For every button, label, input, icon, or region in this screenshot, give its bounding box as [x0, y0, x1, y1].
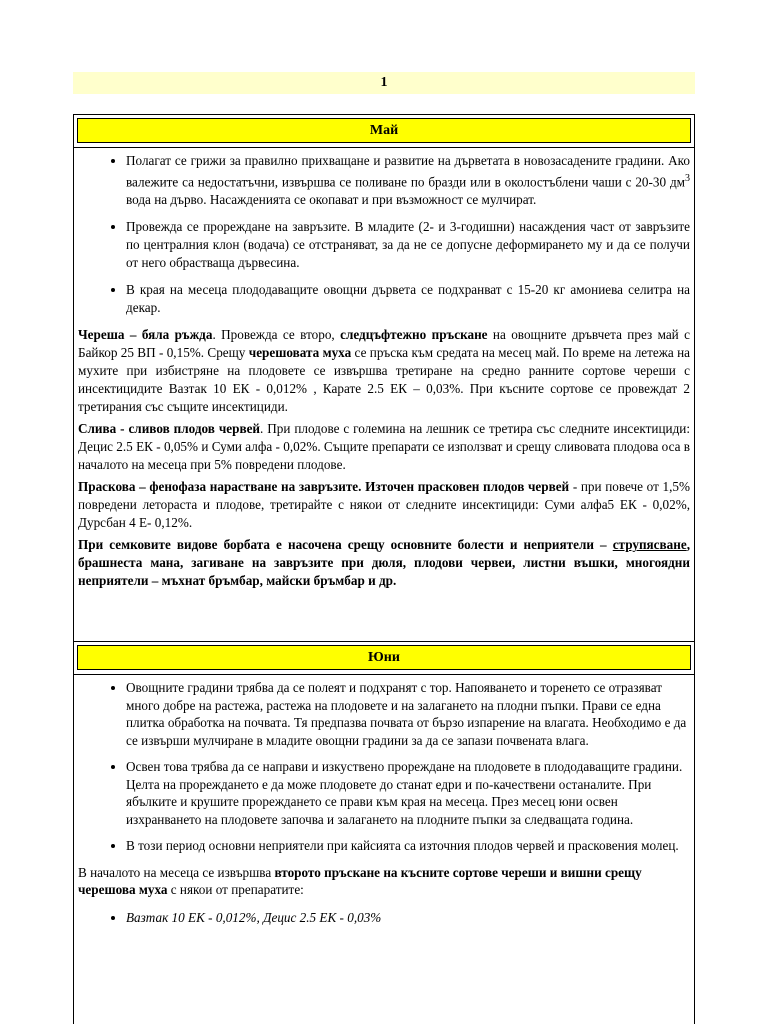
may-section [73, 114, 695, 642]
june-section [73, 641, 695, 1024]
list-item: • Вазтак 10 ЕК - 0,012%, Децис 2.5 ЕК - 0,03% [126, 909, 690, 927]
cherry-paragraph: Череша – бяла ръжда. Провежда се второ, следцъфтежно пръскане на овощните дръвчета през май с Байкор 25 ВП - 0,15%. Срещу черешовата муха се пръска към средата на месец май. По време на летежа на мухите при избистряне на плодовете се извършва третиране на средно ранните сортове череши с инсектицидите Вазтак 10 ЕК - 0,012% , Карате 2.5 ЕК – 0,03%. При късните сортове се провеждат 2 третирания със същите инсектициди. [78, 327, 690, 415]
list-item: • Провежда се прореждане на завръзите. В младите (2- и 3-годишни) насаждения част от завръзите по централния клон (водача) се отстраняват, за да не се допусне деформирането му и да се получи от него обрастваща дървесина. [126, 218, 690, 272]
peach-paragraph: Праскова – фенофаза нарастване на завръзите. Източен прасковен плодов червей - при повече от 1,5% повредени летораста и плодове, третирайте с някои от следните инсектициди: Суми алфа5 ЕК - 0,02%, Дурсбан 4 Е- 0,12%. [78, 479, 690, 531]
list-item: • Освен това трябва да се направи и изкуствено прореждане на плодовете в плододаващите градини. Целта на прореждането е да може плодовете до станат едри и по-качествени останалите. При ябълките и крушите прореждането се прави към края на месеца. През месец юни освен изхранването на плодовете започва и залагането на плодните пъпки за следващата година. [126, 758, 690, 828]
list-item: • Овощните градини трябва да се полеят и подхранят с тор. Напояването и торенето се отразяват много добре на растежа, растежа на плодовете и на залагането на плодни пъпки. Прави се една плитка обработка на почвата. Тя предпазва почвата от бързо изпарение на влагата. Необходимо е да се извърши мулчиране в младите овощни градини за да се запази почвената влага. [126, 679, 690, 749]
june-bullet-list [78, 679, 690, 855]
page-number: 1 [73, 72, 695, 94]
list-item: • В края на месеца плододаващите овощни дървета се подхранват с 15-20 кг амониева селитра на декар. [126, 281, 690, 317]
preparations-list [78, 909, 690, 927]
june-title: Юни [77, 645, 691, 670]
list-item: • Полагат се грижи за правилно прихващане и развитие на дърветата в новозасадените градини. Ако валежите са недостатъчни, извършва се поливане по бразди или в околостъблени чаши с 20-30 $дм^3$ вода на дърво. Насажденията се окопават и при възможност се мулчират. [126, 152, 690, 209]
plum-paragraph: Слива - сливов плодов червей. При плодове с големина на лешник се третира със следните инсектициди: Децис 2.5 ЕК - 0,05% и Суми алфа - 0,02%. Същите препарати се използват и срещу сливовата плодова оса в началото на месеца при 5% повредени плодове. [78, 421, 690, 473]
list-item: • В този период основни неприятели при кайсията са източния плодов червей и прасковения молец. [126, 837, 690, 855]
may-title: Май [77, 118, 691, 143]
may-bullet-list [78, 152, 690, 317]
pome-paragraph: При семковите видове борбата е насочена срещу основните болести и неприятели – струпясване, брашнеста мана, загиване на завръзите при дюля, плодови червеи, листни въшки, многоядни неприятели – мъхнат бръмбар, майски бръмбар и др. [78, 537, 690, 589]
june-paragraph: В началото на месеца се извършва второто пръскане на късните сортове череши и вишни срещу черешова муха с някои от препаратите: [78, 864, 642, 897]
